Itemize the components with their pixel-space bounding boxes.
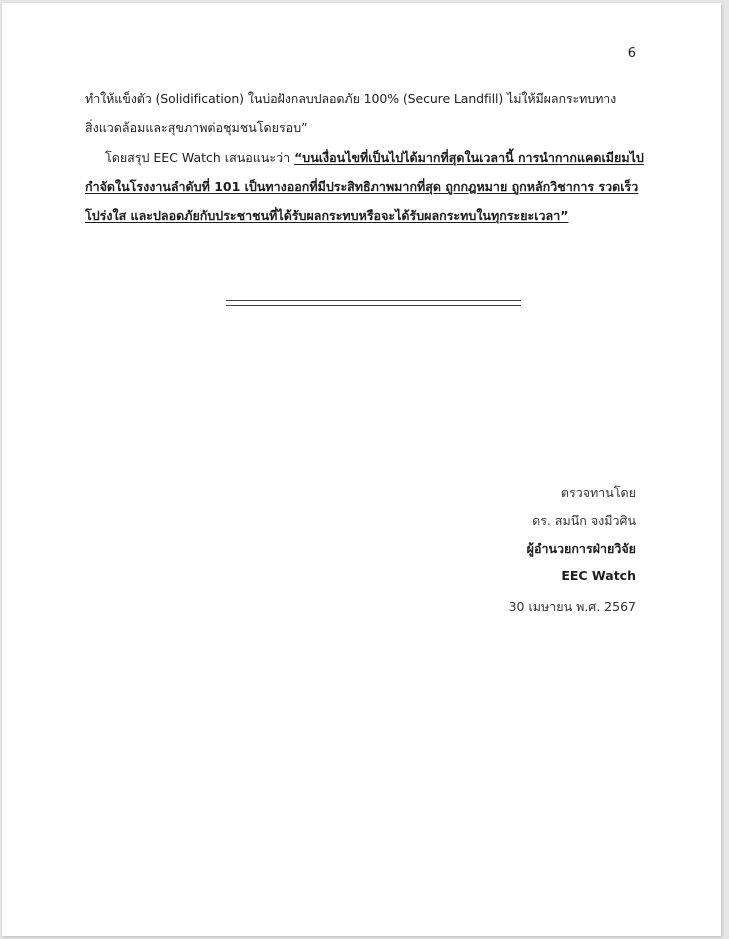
conclusion-line-3: โปร่งใส และปลอดภัยกับประชาชนที่ได้รับผลกระทบหรือจะได้รับผลกระทบในทุกระยะเวลา”: [85, 208, 569, 223]
conclusion-intro: โดยสรุป EEC Watch เสนอแนะว่า: [105, 150, 295, 165]
document-page: [2, 3, 721, 936]
reviewed-by-label: ตรวจทานโดย: [560, 485, 636, 500]
conclusion-line-2: กำจัดในโรงงานลำดับที่ 101 เป็นทางออกที่มีประสิทธิภาพมากที่สุด ถูกกฎหมาย ถูกหลักวิชาการ รวดเร็ว: [85, 179, 639, 194]
body-line-2: สิ่งแวดล้อมและสุขภาพต่อชุมชนโดยรอบ”: [85, 120, 308, 135]
page-number: 6: [627, 46, 636, 61]
reviewer-position: ผู้อำนวยการฝ่ายวิจัย: [526, 541, 636, 556]
section-divider: [226, 300, 521, 306]
document-date: 30 เมษายน พ.ศ. 2567: [508, 599, 636, 614]
conclusion-quote-start: “บนเงื่อนไขที่เป็นไปได้มากที่สุดในเวลานี้ การนำกากแคดเมียมไป: [294, 150, 644, 165]
reviewer-name: ดร. สมนึก จงมีวศิน: [532, 513, 636, 528]
conclusion-line-1: [85, 149, 644, 167]
organization-name: EEC Watch: [561, 568, 636, 583]
body-line-1: ทำให้แข็งตัว (Solidification) ในบ่อฝังกลบปลอดภัย 100% (Secure Landfill) ไม่ให้มีผลกระทบทาง: [85, 91, 617, 106]
